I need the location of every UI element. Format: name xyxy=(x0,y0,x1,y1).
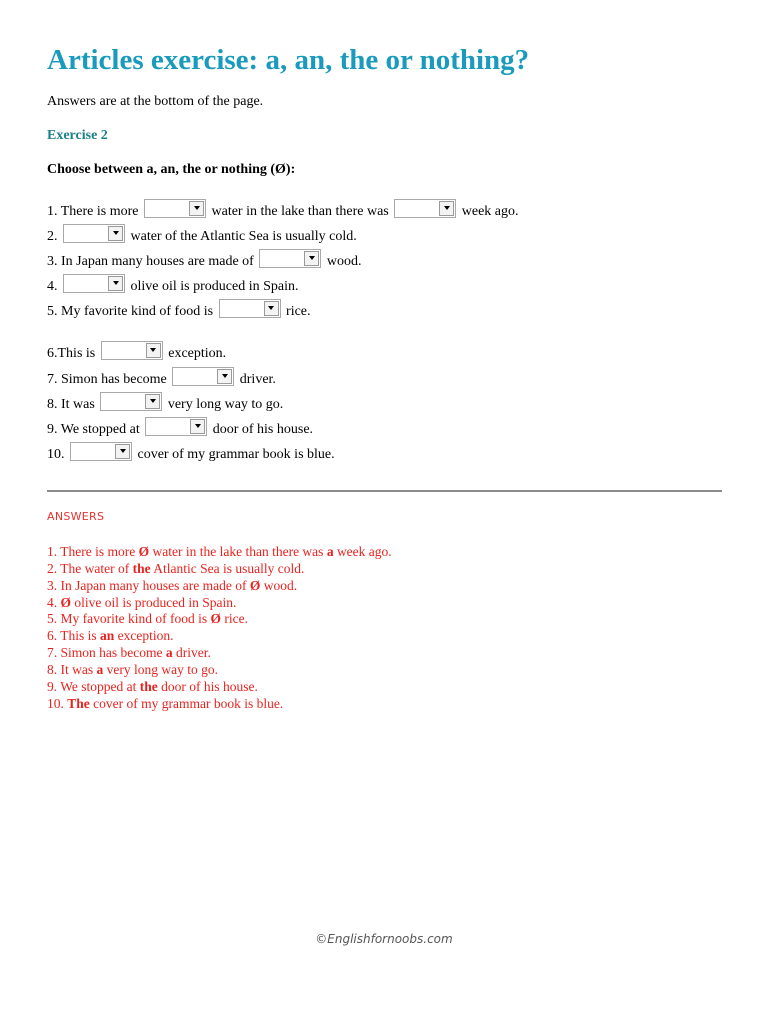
answer-text: olive oil is produced in Spain. xyxy=(71,595,237,610)
answers-title: ANSWERS xyxy=(47,510,105,523)
answer-key: Ø xyxy=(138,544,150,559)
question-text: 4. xyxy=(47,279,58,294)
question-text: 8. It was xyxy=(47,397,95,412)
exercise-title: Exercise 2 xyxy=(47,128,108,143)
answer-7 xyxy=(47,644,211,661)
answer-key: a xyxy=(326,544,334,559)
question-1 xyxy=(47,201,519,223)
answer-text: door of his house. xyxy=(157,679,258,694)
question-text: 9. We stopped at xyxy=(47,422,140,437)
article-select-1a[interactable] xyxy=(144,199,206,218)
footer-copyright: ©Englishfornoobs.com xyxy=(315,932,453,946)
answer-8 xyxy=(47,661,218,678)
answer-key: a xyxy=(165,645,173,660)
question-text: exception. xyxy=(168,346,227,361)
chevron-down-icon xyxy=(217,369,232,384)
answer-text: 4. xyxy=(47,595,61,610)
article-select-4[interactable] xyxy=(63,274,125,293)
answer-9 xyxy=(47,678,258,695)
chevron-down-icon xyxy=(108,276,123,291)
answer-text: water in the lake than there was xyxy=(149,544,327,559)
answer-key: Ø xyxy=(210,611,221,626)
answer-text: week ago. xyxy=(333,544,392,559)
answer-text: Atlantic Sea is usually cold. xyxy=(150,561,305,576)
question-text: 2. xyxy=(47,229,58,244)
question-3 xyxy=(47,251,361,273)
question-4 xyxy=(47,276,298,298)
answer-5 xyxy=(47,610,248,627)
answer-text: 1. There is more xyxy=(47,544,139,559)
divider xyxy=(47,490,722,492)
question-text: 5. My favorite kind of food is xyxy=(47,304,214,319)
answer-2 xyxy=(47,560,304,577)
answer-key: the xyxy=(139,679,158,694)
answer-text: 10. xyxy=(47,696,68,711)
answer-key: an xyxy=(100,628,115,643)
question-8 xyxy=(47,394,283,416)
article-select-9[interactable] xyxy=(145,417,207,436)
answer-text: 9. We stopped at xyxy=(47,679,140,694)
article-select-5[interactable] xyxy=(219,299,281,318)
answer-3 xyxy=(47,577,297,594)
answer-text: 5. My favorite kind of food is xyxy=(47,611,211,626)
answer-text: 3. In Japan many houses are made of xyxy=(47,578,250,593)
chevron-down-icon xyxy=(189,201,204,216)
question-text: door of his house. xyxy=(212,422,314,437)
chevron-down-icon xyxy=(264,301,279,316)
question-text: 7. Simon has become xyxy=(47,372,167,387)
answer-1 xyxy=(47,543,392,560)
question-5 xyxy=(47,301,311,323)
question-text: driver. xyxy=(239,372,276,387)
chevron-down-icon xyxy=(108,226,123,241)
question-text: cover of my grammar book is blue. xyxy=(137,447,335,462)
answer-key: Ø xyxy=(60,595,72,610)
answer-text: driver. xyxy=(172,645,211,660)
page-title: Articles exercise: a, an, the or nothing? xyxy=(47,44,530,76)
question-text: very long way to go. xyxy=(167,397,284,412)
intro-text: Answers are at the bottom of the page. xyxy=(47,94,264,109)
question-9 xyxy=(47,419,313,441)
question-text: 10. xyxy=(47,447,65,462)
question-text: water in the lake than there was xyxy=(211,204,389,219)
article-select-1b[interactable] xyxy=(394,199,456,218)
chevron-down-icon xyxy=(304,251,319,266)
question-text: 1. There is more xyxy=(47,204,139,219)
question-text: 6.This is xyxy=(47,346,96,361)
answer-4 xyxy=(47,594,236,611)
article-select-6[interactable] xyxy=(101,341,163,360)
question-text: olive oil is produced in Spain. xyxy=(130,279,299,294)
question-10 xyxy=(47,444,335,466)
chevron-down-icon xyxy=(145,394,160,409)
answer-text: 2. The water of xyxy=(47,561,133,576)
question-text: wood. xyxy=(326,254,362,269)
instruction: Choose between a, an, the or nothing (Ø): xyxy=(47,162,296,177)
answer-text: 6. This is xyxy=(47,628,101,643)
chevron-down-icon xyxy=(190,419,205,434)
question-text: water of the Atlantic Sea is usually cold. xyxy=(130,229,357,244)
article-select-3[interactable] xyxy=(259,249,321,268)
answer-text: rice. xyxy=(221,611,248,626)
question-text: 3. In Japan many houses are made of xyxy=(47,254,254,269)
question-7 xyxy=(47,369,276,391)
answer-6 xyxy=(47,627,174,644)
answer-key: the xyxy=(132,561,151,576)
answer-key: The xyxy=(67,696,90,711)
answer-text: 7. Simon has become xyxy=(47,645,166,660)
answer-key: Ø xyxy=(249,578,261,593)
answer-text: exception. xyxy=(114,628,174,643)
article-select-8[interactable] xyxy=(100,392,162,411)
chevron-down-icon xyxy=(115,444,130,459)
answer-text: 8. It was xyxy=(47,662,97,677)
article-select-10[interactable] xyxy=(70,442,132,461)
answer-key: a xyxy=(96,662,104,677)
question-6 xyxy=(47,343,226,365)
article-select-7[interactable] xyxy=(172,367,234,386)
answer-text: very long way to go. xyxy=(103,662,218,677)
chevron-down-icon xyxy=(439,201,454,216)
question-text: rice. xyxy=(286,304,311,319)
chevron-down-icon xyxy=(146,343,161,358)
answer-text: wood. xyxy=(260,578,298,593)
question-text: week ago. xyxy=(461,204,519,219)
answer-text: cover of my grammar book is blue. xyxy=(89,696,284,711)
question-2 xyxy=(47,226,357,248)
article-select-2[interactable] xyxy=(63,224,125,243)
answer-10 xyxy=(47,695,283,712)
